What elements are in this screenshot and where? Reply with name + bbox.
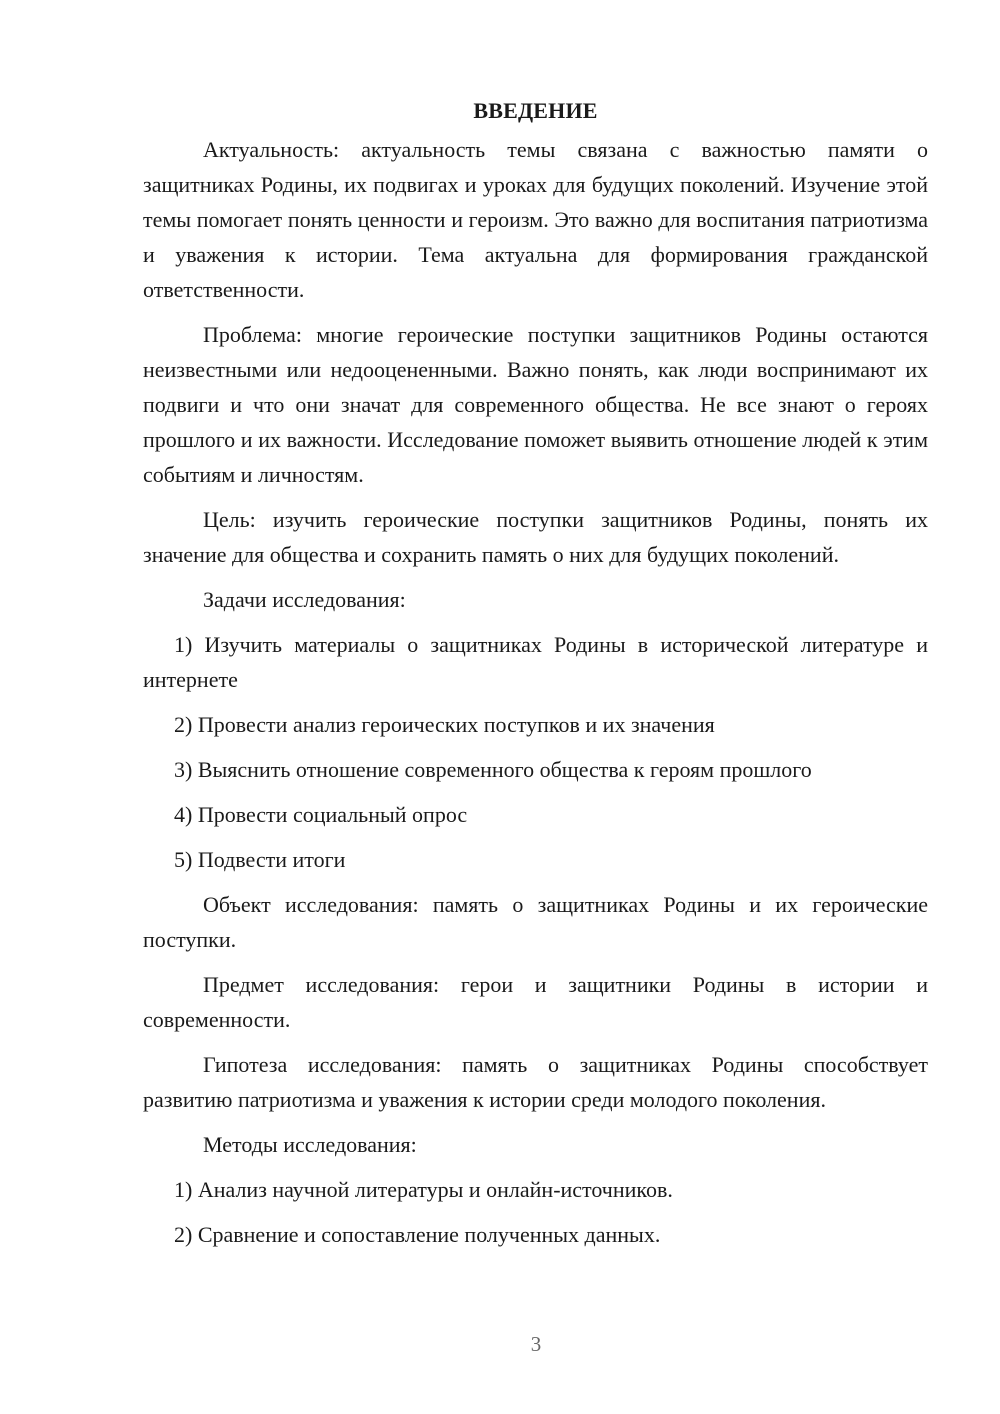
task-item-4: 4) Провести социальный опрос	[174, 802, 468, 827]
paragraph-relevance: Актуальность: актуальность темы связана с важностью памяти о защитниках Родины, их подвигах и уроках для будущих поколений. Изучение этой темы помогает понять ценности и героизм. Это важно для воспитания патриотизма и уважения к истории. Тема актуальна для формирования гражданской ответственности.	[143, 137, 928, 302]
method-item-1: 1) Анализ научной литературы и онлайн-источников.	[174, 1177, 673, 1202]
task-item-1: 1) Изучить материалы о защитниках Родины в исторической литературе и интернете	[143, 632, 928, 692]
methods-heading: Методы исследования:	[203, 1132, 417, 1157]
page-content	[143, 93, 928, 1262]
task-item-2: 2) Провести анализ героических поступков и их значения	[174, 712, 715, 737]
page-number: 3	[530, 1332, 542, 1356]
paragraph-problem: Проблема: многие героические поступки защитников Родины остаются неизвестными или недооцененными. Важно понять, как люди воспринимают их подвиги и что они значат для современного общества. Не все знают о героях прошлого и их важности. Исследование поможет выявить отношение людей к этим событиям и личностям.	[143, 322, 928, 487]
paragraph-hypothesis: Гипотеза исследования: память о защитниках Родины способствует развитию патриотизма и уважения к истории среди молодого поколения.	[143, 1052, 928, 1112]
section-title: ВВЕДЕНИЕ	[473, 98, 598, 123]
paragraph-object: Объект исследования: память о защитниках Родины и их героические поступки.	[143, 892, 928, 952]
paragraph-subject: Предмет исследования: герои и защитники Родины в истории и современности.	[143, 972, 928, 1032]
paragraph-goal: Цель: изучить героические поступки защитников Родины, понять их значение для общества и сохранить память о них для будущих поколений.	[143, 507, 928, 567]
tasks-heading: Задачи исследования:	[203, 587, 406, 612]
method-item-2: 2) Сравнение и сопоставление полученных данных.	[174, 1222, 661, 1247]
task-item-3: 3) Выяснить отношение современного общества к героям прошлого	[174, 757, 812, 782]
task-item-5: 5) Подвести итоги	[174, 847, 346, 872]
